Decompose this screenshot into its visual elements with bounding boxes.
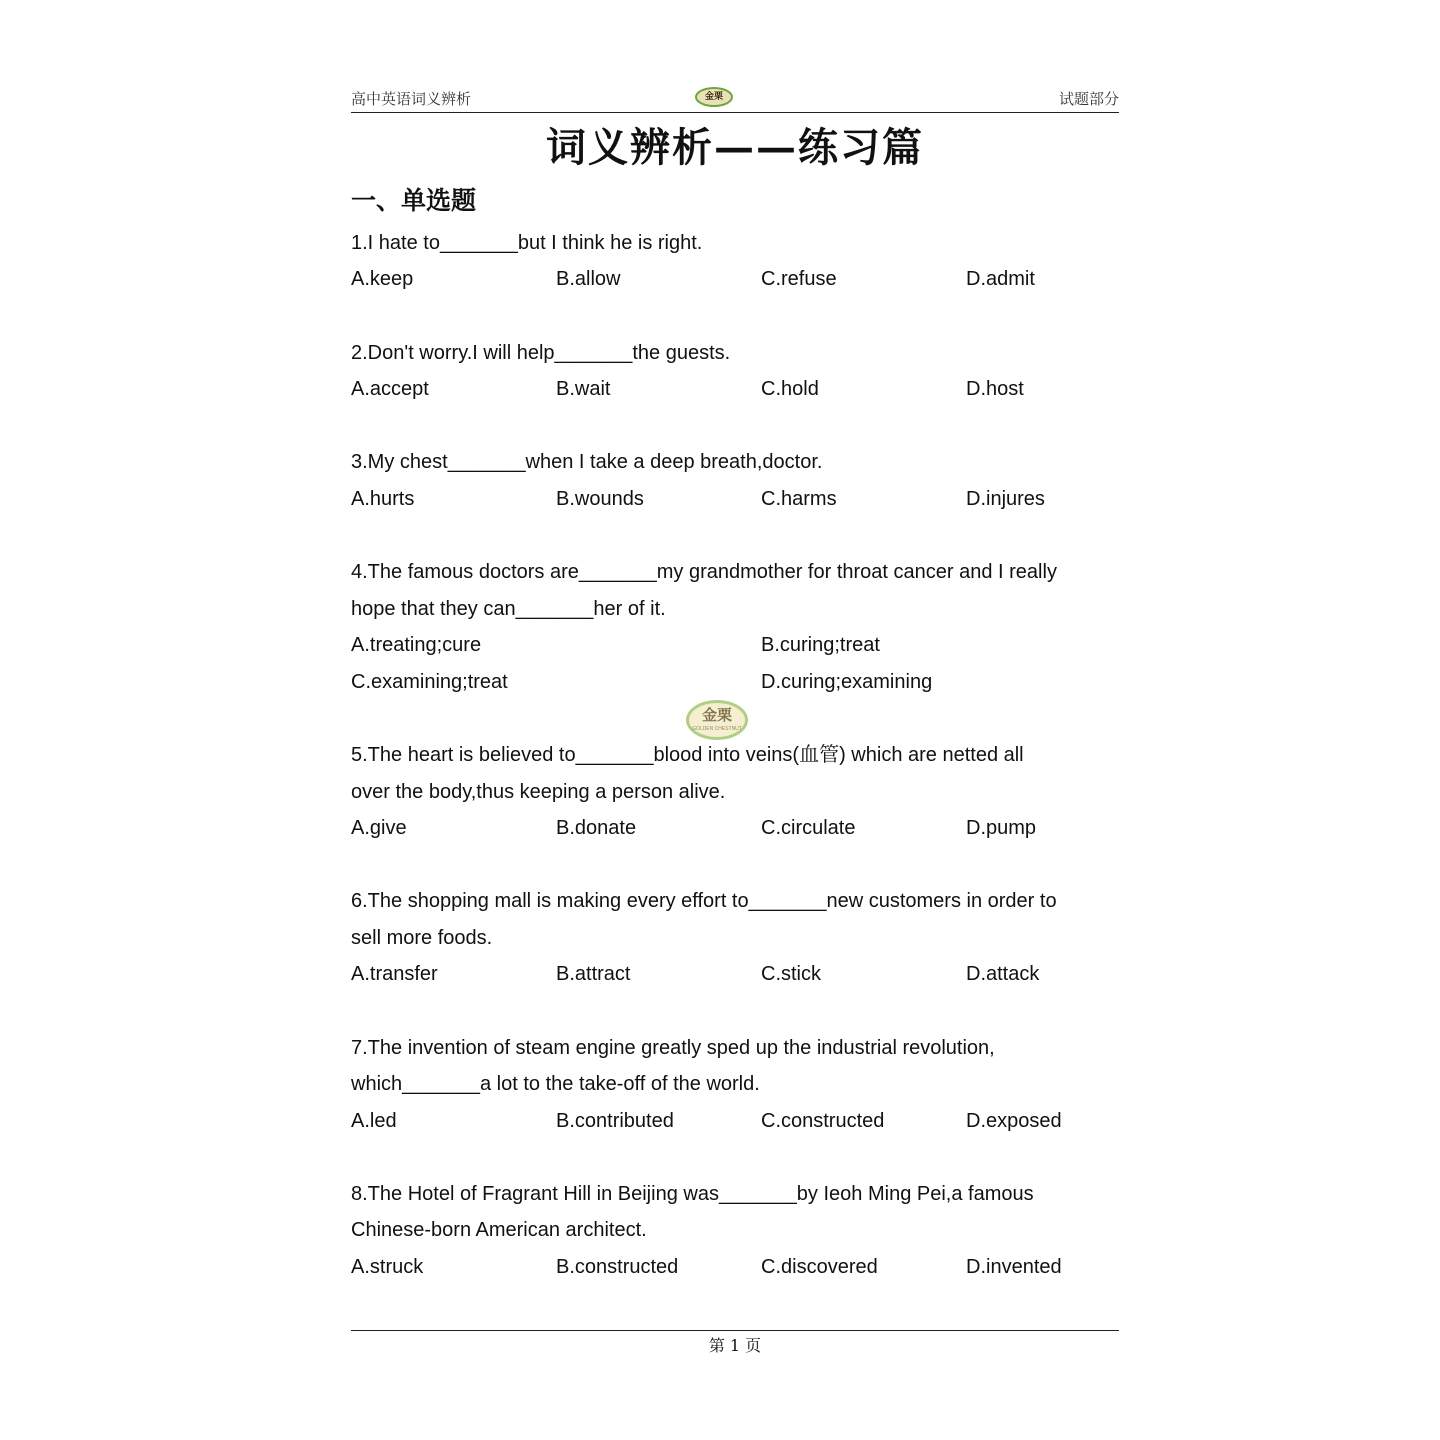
question-6-text-line-2: sell more foods. — [351, 927, 493, 949]
q7-option-c: C.constructed — [761, 1110, 885, 1132]
brand-logo — [695, 87, 733, 107]
q1-option-a: A.keep — [351, 268, 414, 290]
q3-option-d: D.injures — [966, 488, 1045, 510]
question-4-text-line-2: hope that they can_______her of it. — [351, 598, 666, 620]
q3-option-c: C.harms — [761, 488, 837, 510]
watermark-text: 金栗 — [701, 707, 732, 724]
question-2-text: 2.Don't worry.I will help_______the guests. — [351, 342, 731, 364]
q8-option-b: B.constructed — [556, 1256, 679, 1278]
question-5-text-line-1: 5.The heart is believed to_______blood into veins(血管) which are netted all — [351, 744, 1024, 766]
q2-option-b: B.wait — [556, 378, 611, 400]
q4-option-a: A.treating;cure — [351, 634, 482, 656]
q4-option-d: D.curing;examining — [761, 671, 933, 693]
q6-option-a: A.transfer — [351, 963, 438, 985]
question-5-text-line-2: over the body,thus keeping a person alive. — [351, 781, 726, 803]
q7-option-d: D.exposed — [966, 1110, 1062, 1132]
question-7-text-line-2: which_______a lot to the take-off of the world. — [351, 1073, 760, 1095]
watermark-logo — [686, 700, 748, 740]
q6-option-c: C.stick — [761, 963, 821, 985]
footer-divider — [351, 1330, 1119, 1331]
q7-option-a: A.led — [351, 1110, 397, 1132]
q3-option-a: A.hurts — [351, 488, 415, 510]
watermark-subtext: GOLDEN CHESTNUT — [692, 726, 742, 732]
q4-option-c: C.examining;treat — [351, 671, 508, 693]
page-number: 第 1 页 — [708, 1336, 762, 1355]
header-section: 试题部分 — [1058, 90, 1119, 108]
q6-option-d: D.attack — [966, 963, 1040, 985]
q8-option-a: A.struck — [351, 1256, 424, 1278]
section-heading: 一、单选题 — [351, 186, 477, 215]
q5-option-a: A.give — [351, 817, 407, 839]
question-7-text-line-1: 7.The invention of steam engine greatly sped up the industrial revolution, — [351, 1037, 995, 1059]
q4-option-b: B.curing;treat — [761, 634, 880, 656]
q1-option-b: B.allow — [556, 268, 621, 290]
q1-option-c: C.refuse — [761, 268, 837, 290]
question-1-text: 1.I hate to_______but I think he is right. — [351, 232, 703, 254]
header-subject: 高中英语词义辨析 — [351, 90, 472, 108]
page-header — [351, 84, 1119, 113]
q5-option-d: D.pump — [966, 817, 1037, 839]
question-8-text-line-2: Chinese-born American architect. — [351, 1219, 647, 1241]
q8-option-d: D.invented — [966, 1256, 1062, 1278]
question-4-text-line-1: 4.The famous doctors are_______my grandmother for throat cancer and I really — [351, 561, 1057, 583]
question-6-text-line-1: 6.The shopping mall is making every effort to_______new customers in order to — [351, 890, 1057, 912]
q8-option-c: C.discovered — [761, 1256, 878, 1278]
q1-option-d: D.admit — [966, 268, 1035, 290]
logo-text: 金栗 — [704, 92, 723, 102]
q5-option-c: C.circulate — [761, 817, 856, 839]
q7-option-b: B.contributed — [556, 1110, 674, 1132]
question-3-text: 3.My chest_______when I take a deep breath,doctor. — [351, 451, 823, 473]
q6-option-b: B.attract — [556, 963, 631, 985]
q2-option-c: C.hold — [761, 378, 819, 400]
q3-option-b: B.wounds — [556, 488, 644, 510]
q2-option-d: D.host — [966, 378, 1024, 400]
q5-option-b: B.donate — [556, 817, 637, 839]
page-title: 词义辨析——练习篇 — [546, 124, 924, 171]
question-8-text-line-1: 8.The Hotel of Fragrant Hill in Beijing was_______by Ieoh Ming Pei,a famous — [351, 1183, 1034, 1205]
q2-option-a: A.accept — [351, 378, 429, 400]
